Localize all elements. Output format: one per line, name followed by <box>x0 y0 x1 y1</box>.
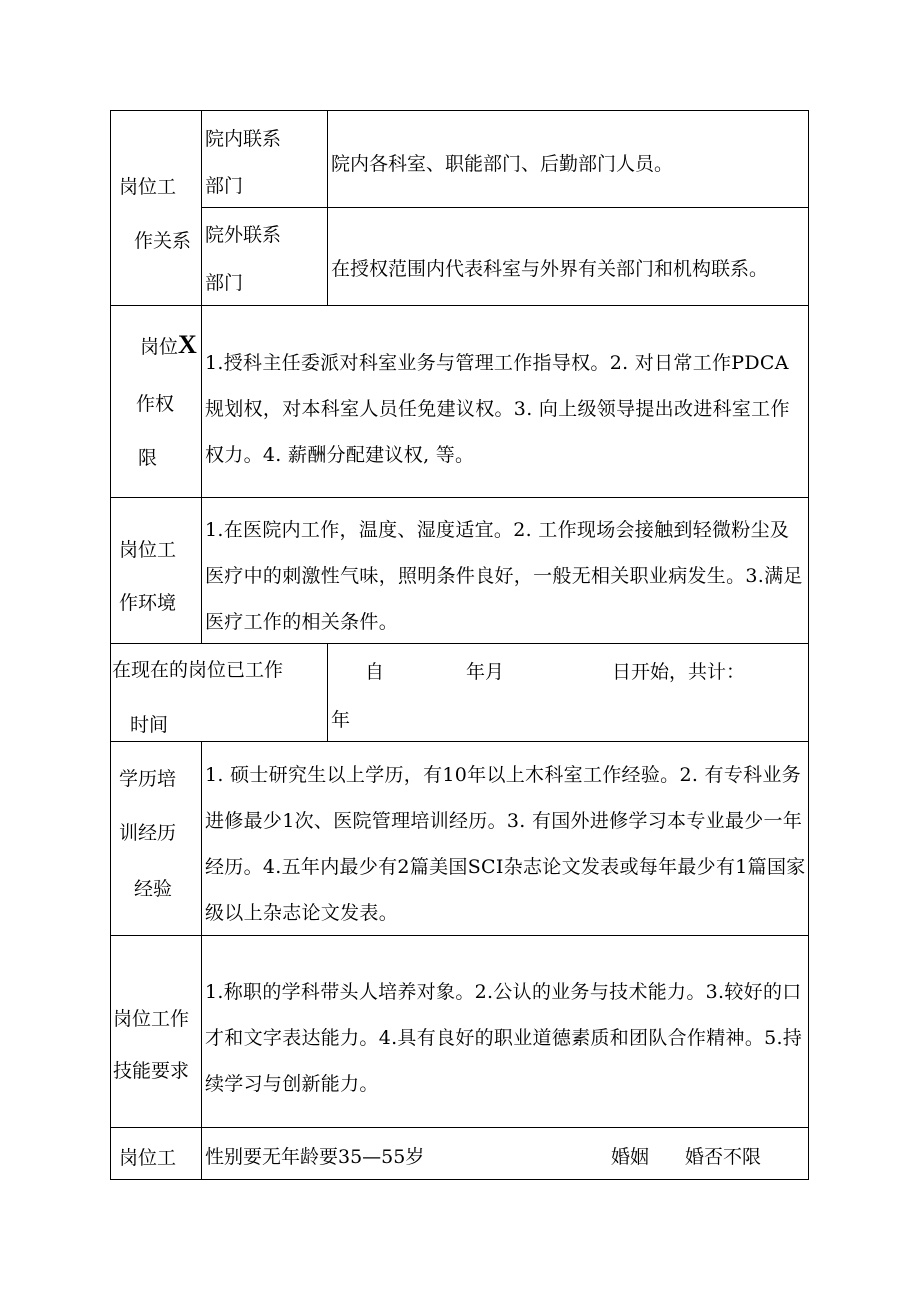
skills-label: 岗位工作 <box>113 1008 190 1030</box>
environment-content: 1.在医院内工作，温度、湿度适宜。2. 工作现场会接触到轻微粉尘及医疗中的刺激性气味，照明条件良好，一般无相关职业病发生。3.满足医疗工作的相关条件。 <box>205 519 803 633</box>
authority-label-text: 岗位 <box>140 336 179 358</box>
skills-content: 1.称职的学科带头人培养对象。2.公认的业务与技术能力。3.较好的口才和文字表达能力。4.具有良好的职业道德素质和团队合作精神。5.持续学习与创新能力。 <box>205 981 803 1095</box>
column-divider <box>201 305 202 497</box>
column-divider <box>327 110 328 305</box>
authority-label: 限 <box>138 447 158 469</box>
education-label: 经验 <box>134 878 173 900</box>
column-divider <box>201 1127 202 1180</box>
education-label: 学历培 <box>119 768 177 790</box>
outer-contact-label: 院外联系 <box>205 224 282 246</box>
relations-section-label: 岗位工 <box>119 176 177 198</box>
inner-contact-label: 部门 <box>205 175 244 197</box>
authority-label-mark: X <box>178 330 197 359</box>
column-divider <box>201 741 202 935</box>
tenure-year: 年 <box>331 709 351 731</box>
row-divider <box>110 305 809 306</box>
skills-label: 技能要求 <box>113 1060 190 1082</box>
education-content: 1. 硕士研究生以上学历，有10年以上木科室工作经验。2. 有专科业务进修最少1次、医院管理培训经历。3. 有国外进修学习本专业最少一年经历。4.五年内最少有2篇美国SCI杂志论文发表或每年最少有1篇国家级以上杂志论文发表。 <box>205 764 806 924</box>
outer-contact-content: 在授权范围内代表科室与外界有关部门和机构联系。 <box>331 258 769 280</box>
environment-label: 作环境 <box>119 592 177 614</box>
tenure-label: 时间 <box>130 714 169 736</box>
row-divider <box>110 1127 809 1128</box>
marriage-label: 婚姻 <box>611 1146 650 1168</box>
row-divider <box>110 741 809 742</box>
requirements-label: 岗位工 <box>119 1147 177 1169</box>
outer-contact-label: 部门 <box>205 272 244 294</box>
relations-section-label: 作关系 <box>134 230 192 252</box>
gender-age-requirement: 性别要无年龄要35—55岁 <box>205 1146 425 1168</box>
education-label: 训经历 <box>119 822 177 844</box>
column-divider <box>201 935 202 1127</box>
tenure-day-start: 日开始，共计： <box>612 661 746 683</box>
authority-label: 作权 <box>136 393 175 415</box>
environment-label: 岗位工 <box>119 539 177 561</box>
row-divider <box>110 497 809 498</box>
authority-label <box>140 330 197 360</box>
inner-contact-label: 院内联系 <box>205 128 282 150</box>
tenure-label: 在现在的岗位已工作 <box>112 659 284 681</box>
marriage-value: 婚否不限 <box>685 1146 762 1168</box>
tenure-year-month: 年月 <box>466 661 505 683</box>
tenure-from: 自 <box>365 661 385 683</box>
column-divider <box>201 497 202 643</box>
column-divider <box>201 110 202 305</box>
authority-content: 1.授科主任委派对科室业务与管理工作指导权。2. 对日常工作PDCA规划权，对本科室人员任免建议权。3. 向上级领导提出改进科室工作权力。4. 薪酬分配建议权, 等。 <box>205 352 790 466</box>
inner-contact-content: 院内各科室、职能部门、后勤部门人员。 <box>331 153 674 175</box>
column-divider <box>327 643 328 741</box>
row-divider <box>201 207 809 208</box>
